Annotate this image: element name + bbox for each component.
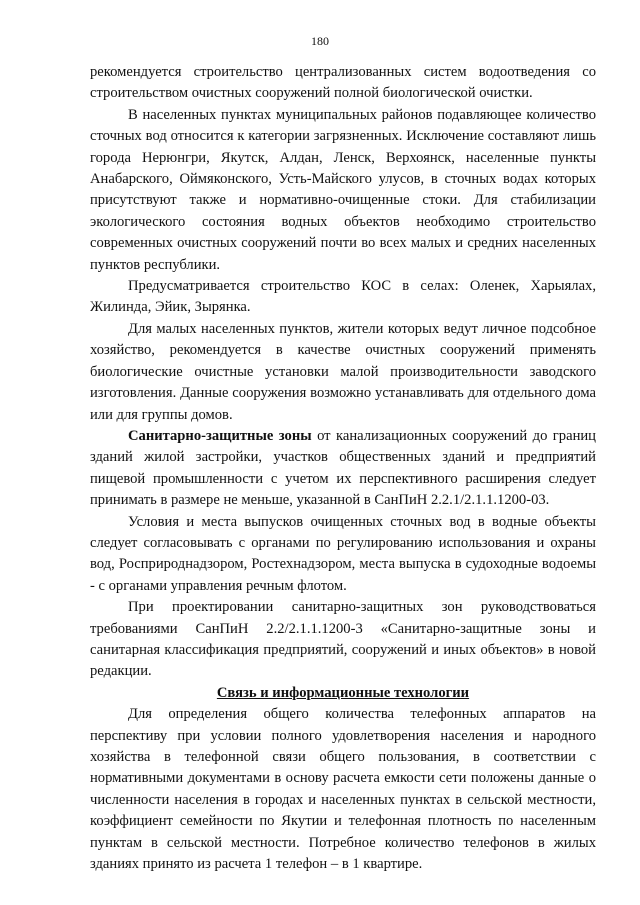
- paragraph-wastewater-categories: В населенных пунктах муниципальных районов подавляющее количество сточных вод относится к категории загрязненных. Исключение составляют лишь города Нерюнгри, Якутск, Алдан, Ленск, Верхоянск, населенные пункты Анабарского, Оймяконского, Усть-Майского улусов, в сточных водах которых присутствуют также и нормативно-очищенные стоки. Для стабилизации экологического состояния водных объектов необходимо строительство современных очистных сооружений почти во всех малых и средних населенных пунктов республики.: [90, 106, 596, 273]
- paragraph-sewerage-continuation: рекомендуется строительство централизованных систем водоотведения со строительством очистных сооружений полной биологической очистки.: [90, 64, 596, 102]
- paragraph-kos-villages: Предусматривается строительство КОС в селах: Оленек, Харыялах, Жилинда, Эйик, Зырянка.: [90, 278, 596, 316]
- page-number: 180: [311, 34, 329, 48]
- paragraph-sanitary-zones-text: от канализационных сооружений до границ зданий жилой застройки, участков общественных зданий и предприятий пищевой промышленности с учетом их перспективного расширения следует принимать в размере не меньше, указанной в СанПиН 2.2.1/2.1.1.1200-03.: [90, 427, 596, 509]
- paragraph-sanpin-requirements: При проектировании санитарно-защитных зон руководствоваться требованиями СанПиН 2.2/2.1.1.1200-3 «Санитарно-защитные зоны и санитарная классификация предприятий, сооружений и иных объектов» в новой редакции.: [90, 599, 596, 680]
- page-body: [90, 62, 596, 875]
- section-heading-communications: Связь и информационные технологии: [216, 684, 470, 701]
- paragraph-telephone-count: Для определения общего количества телефонных аппаратов на перспективу при условии полного удовлетворения населения и народного хозяйства в телефонной связи общего пользования, в соответствии с нормативными документами в основу расчета емкости сети положены данные о численности населения в городах и населенных пунктах в сельской местности, коэффициент семейности по Якутии и телефонная плотность по населенным пунктам в сельской местности. Потребное количество телефонов в жилых зданиях принято из расчета 1 телефон – в 1 квартире.: [90, 706, 596, 873]
- paragraph-small-settlements: Для малых населенных пунктов, жители которых ведут личное подсобное хозяйство, рекомендуется в качестве очистных сооружений применять биологические очистные установки малой производительности заводского изготовления. Данные сооружения возможно устанавливать для отдельного дома или для группы домов.: [90, 320, 596, 423]
- term-sanitary-zones: Санитарно-защитные зоны: [128, 427, 312, 444]
- paragraph-discharge-conditions: Условия и места выпусков очищенных сточных вод в водные объекты следует согласовывать с органами по регулированию использования и охраны вод, Росприроднадзором, Ростехнадзором, места выпуска в судоходные водоемы - с органами управления речным флотом.: [90, 513, 596, 594]
- paragraph-sanitary-zones: [90, 426, 596, 512]
